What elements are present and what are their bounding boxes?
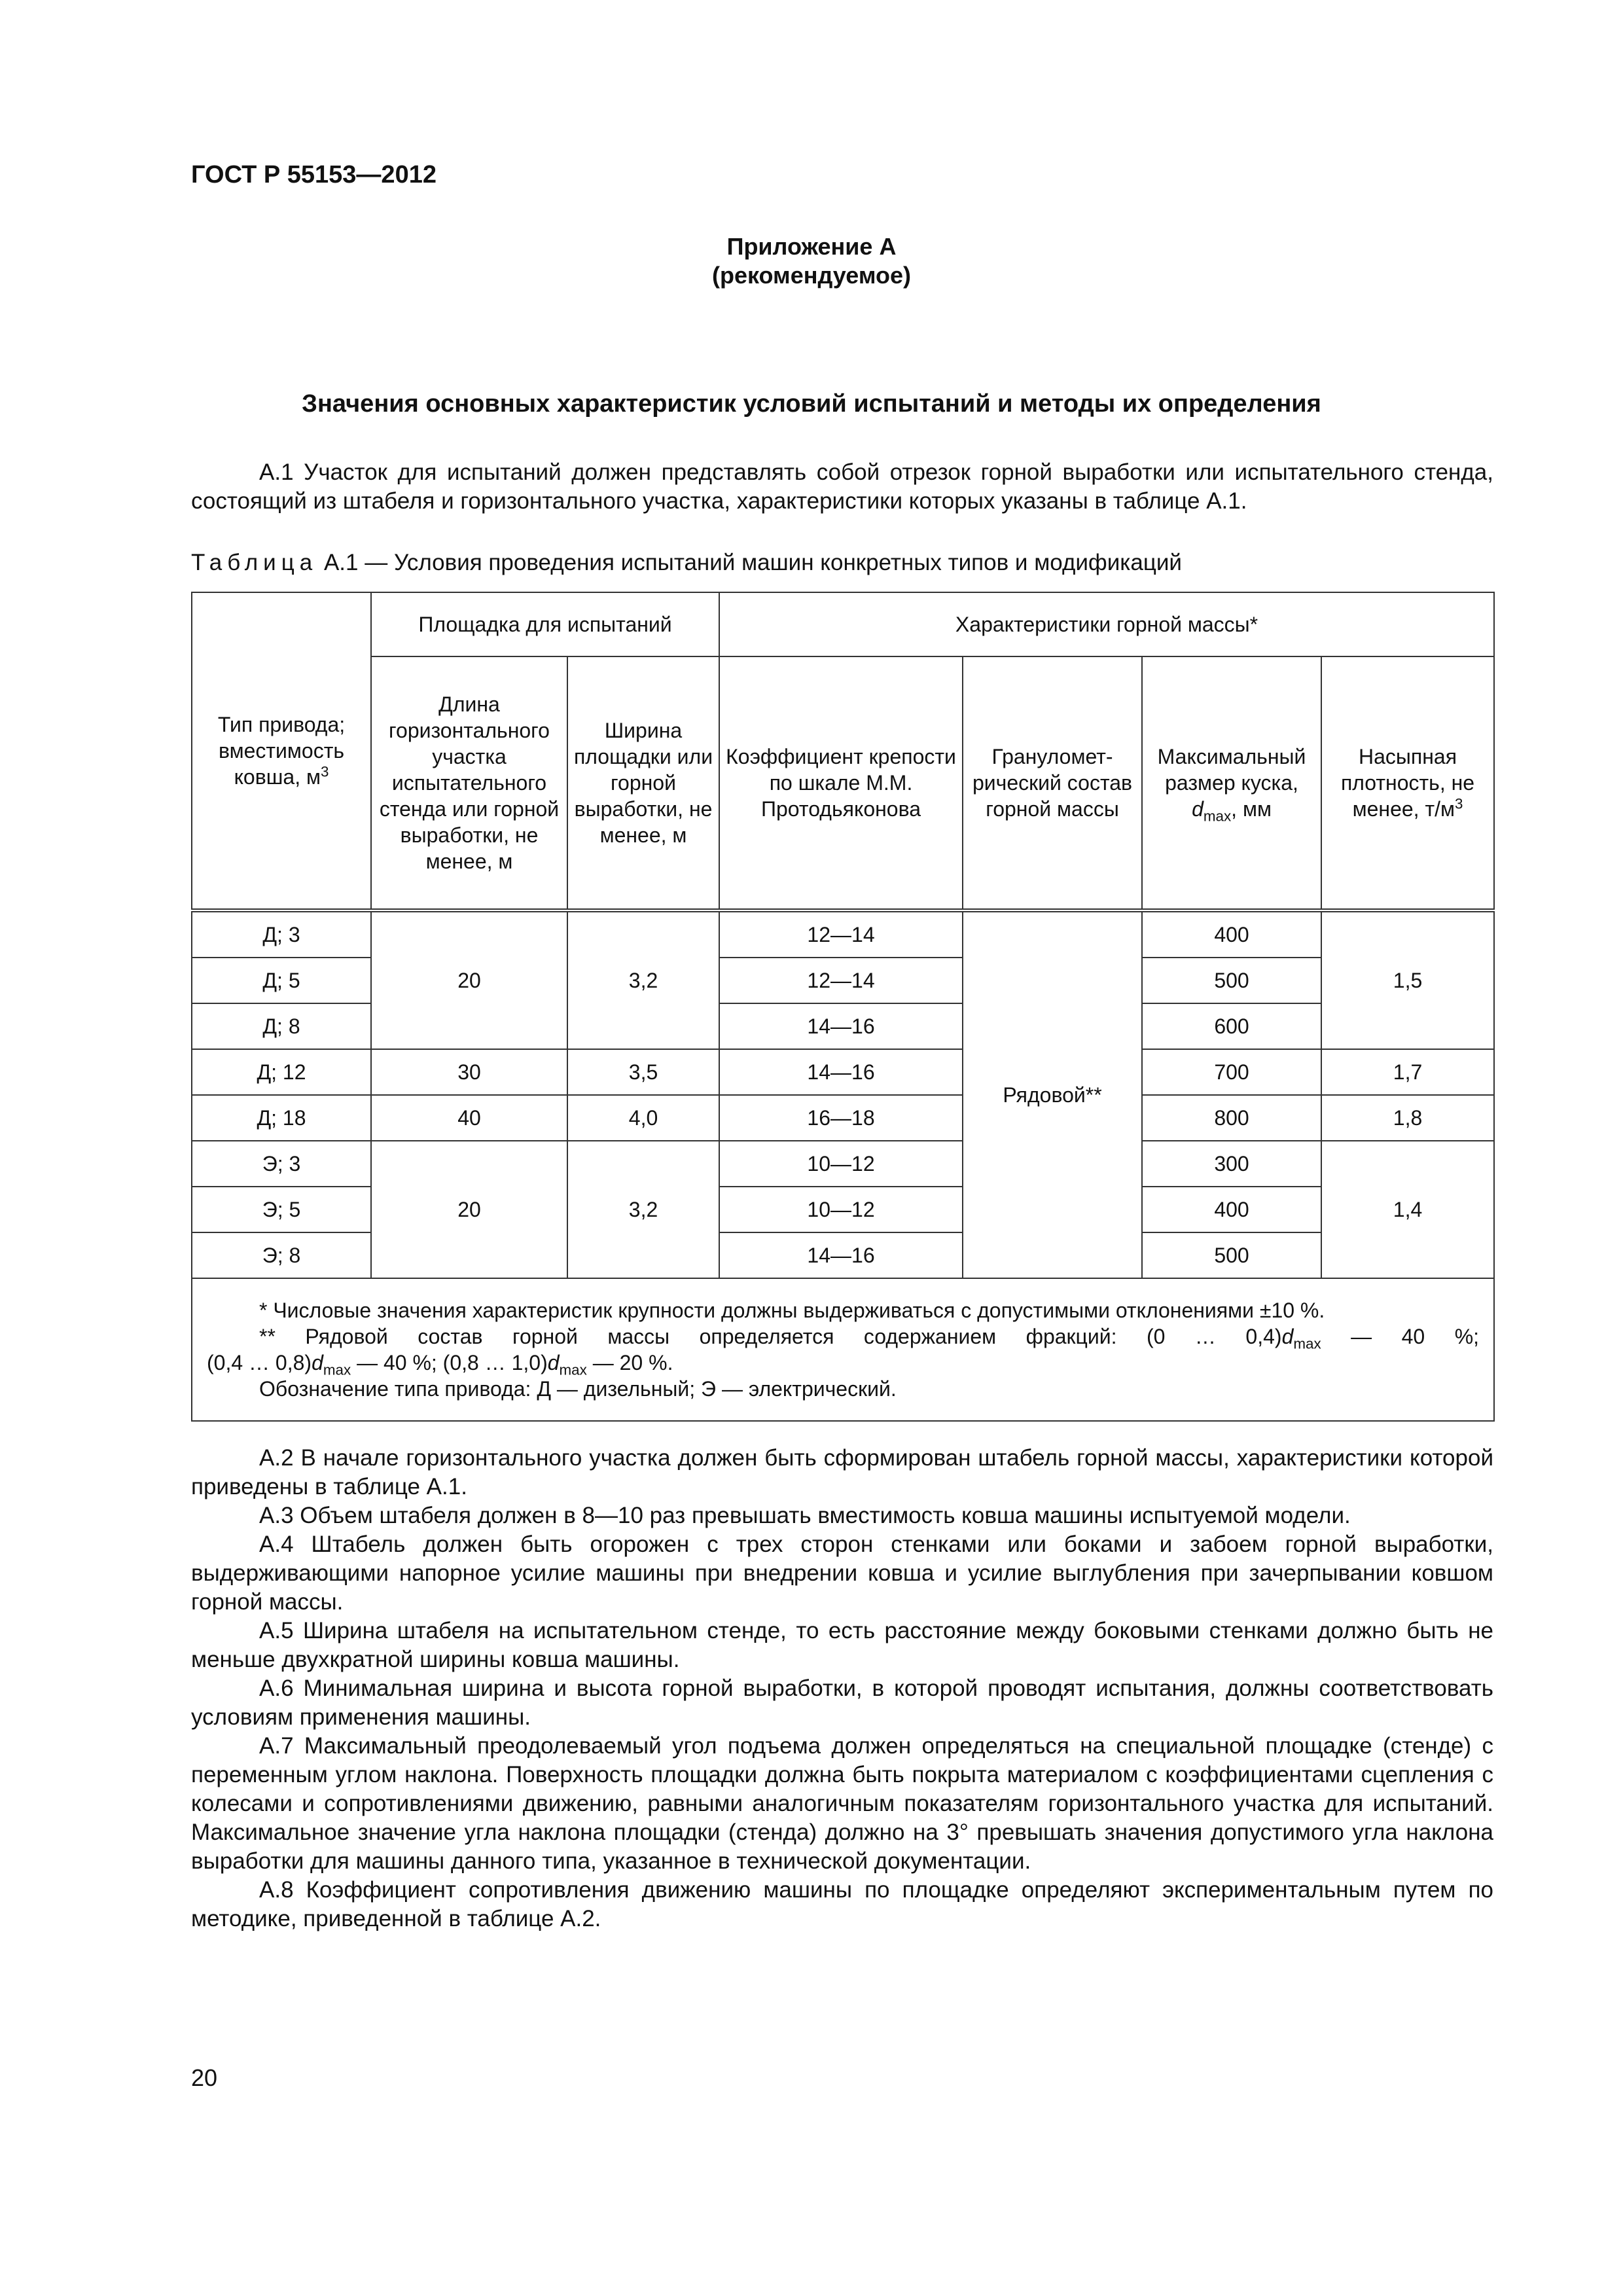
max-size-cell: 400 — [1142, 1187, 1321, 1232]
granulo-cell: Рядовой** — [963, 910, 1142, 1278]
length-cell: 30 — [371, 1049, 567, 1095]
appendix-status: (рекомендуемое) — [712, 262, 911, 289]
density-cell: 1,5 — [1321, 910, 1494, 1049]
type-cell: Д; 3 — [192, 910, 371, 958]
header-max-size: Максимальный размер куска, $d_{max}$, мм — [1142, 656, 1321, 910]
header-mass-group: Характеристики горной массы* — [719, 592, 1494, 656]
note-drive-designation: Обозначение типа привода: Д — дизельный; Э — электрический. — [259, 1377, 897, 1401]
header-width: Ширина площадки или горной выработки, не менее, м — [567, 656, 719, 910]
header-granulometric: Грануломет-рический состав горной массы — [963, 656, 1142, 910]
length-cell: 40 — [371, 1095, 567, 1141]
header-length: Длина горизонтального участка испытательного стенда или горной выработки, не менее, м — [371, 656, 567, 910]
max-size-cell: 700 — [1142, 1049, 1321, 1095]
coef-cell: 10—12 — [719, 1141, 963, 1187]
density-cell: 1,8 — [1321, 1095, 1494, 1141]
paragraph-a8: А.8 Коэффициент сопротивления движению машины по площадке определяют экспериментальным путем по методике, приведенной в таблице А.2. — [191, 1877, 1493, 1931]
length-cell: 20 — [371, 1141, 567, 1278]
paragraph-a7: А.7 Максимальный преодолеваемый угол подъема должен определяться на специальной площадке (стенде) с переменным углом наклона. Поверхность площадки должна быть покрыта материалом с коэффициентами сцепления с колесами и сопротивлениями движению, равными аналогичным показателям горизонтального участка для испытаний. Максимальное значение угла наклона площадки (стенда) должно на 3° превышать значения допустимого угла наклона выработки для машины данного типа, указанное в технической документации. — [191, 1733, 1493, 1874]
paragraphs-a2-a8 — [191, 1444, 1493, 1933]
paragraph-a5: А.5 Ширина штабеля на испытательном стенде, то есть расстояние между боковыми стенками должно быть не меньше двухкратной ширины ковша машины. — [191, 1618, 1493, 1672]
paragraph-a4: А.4 Штабель должен быть огорожен с трех сторон стенками или боками и забоем горной выработки, выдерживающими напорное усилие машины при внедрении ковша и усилие выглубления при зачерпывании ковшом горной массы. — [191, 1532, 1493, 1615]
table-caption — [191, 550, 1182, 576]
header-density: Насыпная плотность, не менее, $т/м^3$ — [1321, 656, 1494, 910]
type-cell: Д; 18 — [192, 1095, 371, 1141]
max-size-cell: 300 — [1142, 1141, 1321, 1187]
width-cell: 3,2 — [567, 1141, 719, 1278]
width-cell: 3,5 — [567, 1049, 719, 1095]
header-drive-type: Тип привода; вместимость ковша, $м^3$ — [192, 592, 371, 910]
type-cell: Э; 5 — [192, 1187, 371, 1232]
paragraph-a6: А.6 Минимальная ширина и высота горной выработки, в которой проводят испытания, должны соответствовать условиям применения машины. — [191, 1676, 1493, 1730]
max-size-cell: 600 — [1142, 1003, 1321, 1049]
length-cell: 20 — [371, 910, 567, 1049]
max-size-cell: 400 — [1142, 910, 1321, 958]
width-cell: 3,2 — [567, 910, 719, 1049]
table-row — [192, 1095, 1494, 1141]
coef-cell: 12—14 — [719, 958, 963, 1003]
max-size-cell: 500 — [1142, 1232, 1321, 1278]
appendix-title: Приложение А — [726, 233, 897, 260]
density-cell: 1,7 — [1321, 1049, 1494, 1095]
section-title: Значения основных характеристик условий испытаний и методы их определения — [302, 390, 1321, 418]
coef-cell: 14—16 — [719, 1049, 963, 1095]
table-row — [192, 1049, 1494, 1095]
coef-cell: 14—16 — [719, 1003, 963, 1049]
width-cell: 4,0 — [567, 1095, 719, 1141]
header-site-group: Площадка для испытаний — [371, 592, 719, 656]
note-tolerance: * Числовые значения характеристик крупности должны выдерживаться с допустимыми отклонениями ±10 %. — [259, 1299, 1325, 1322]
coef-cell: 14—16 — [719, 1232, 963, 1278]
table-row — [192, 1141, 1494, 1187]
coef-cell: 16—18 — [719, 1095, 963, 1141]
header-coefficient: Коэффициент крепости по шкале М.М. Протодьяконова — [719, 656, 963, 910]
table-row — [192, 910, 1494, 958]
standard-header: ГОСТ Р 55153—2012 — [191, 161, 437, 188]
table-caption-text: А.1 — Условия проведения испытаний машин конкретных типов и модификаций — [317, 550, 1182, 575]
note-ordinary-line2: (0,4 … $0,8)d_{max}$ — 40 %; (0,8 … $1,0)d_{max}$ — 20 %. — [207, 1351, 673, 1378]
type-cell: Д; 5 — [192, 958, 371, 1003]
page-number: 20 — [191, 2064, 218, 2091]
table-notes — [192, 1278, 1494, 1421]
note-ordinary-line1: ** Рядовой состав горной массы определяется содержанием фракций: (0 … $0,4)d_{max}$ — 40 %; — [259, 1325, 1480, 1352]
coef-cell: 12—14 — [719, 910, 963, 958]
type-cell: Э; 8 — [192, 1232, 371, 1278]
density-cell: 1,4 — [1321, 1141, 1494, 1278]
type-cell: Д; 8 — [192, 1003, 371, 1049]
paragraph-a3: А.3 Объем штабеля должен в 8—10 раз превышать вместимость ковша машины испытуемой модели. — [259, 1503, 1351, 1528]
max-size-cell: 500 — [1142, 958, 1321, 1003]
max-size-cell: 800 — [1142, 1095, 1321, 1141]
table-caption-word: Таблица — [191, 550, 318, 575]
paragraph-a1: А.1 Участок для испытаний должен представлять собой отрезок горной выработки или испытательного стенда, состоящий из штабеля и горизонтального участка, характеристики которых указаны в таблице А.1. — [191, 459, 1493, 514]
coef-cell: 10—12 — [719, 1187, 963, 1232]
conditions-table — [191, 592, 1495, 1422]
paragraph-a2: А.2 В начале горизонтального участка должен быть сформирован штабель горной массы, характеристики которой приведены в таблице А.1. — [191, 1445, 1493, 1499]
type-cell: Д; 12 — [192, 1049, 371, 1095]
type-cell: Э; 3 — [192, 1141, 371, 1187]
